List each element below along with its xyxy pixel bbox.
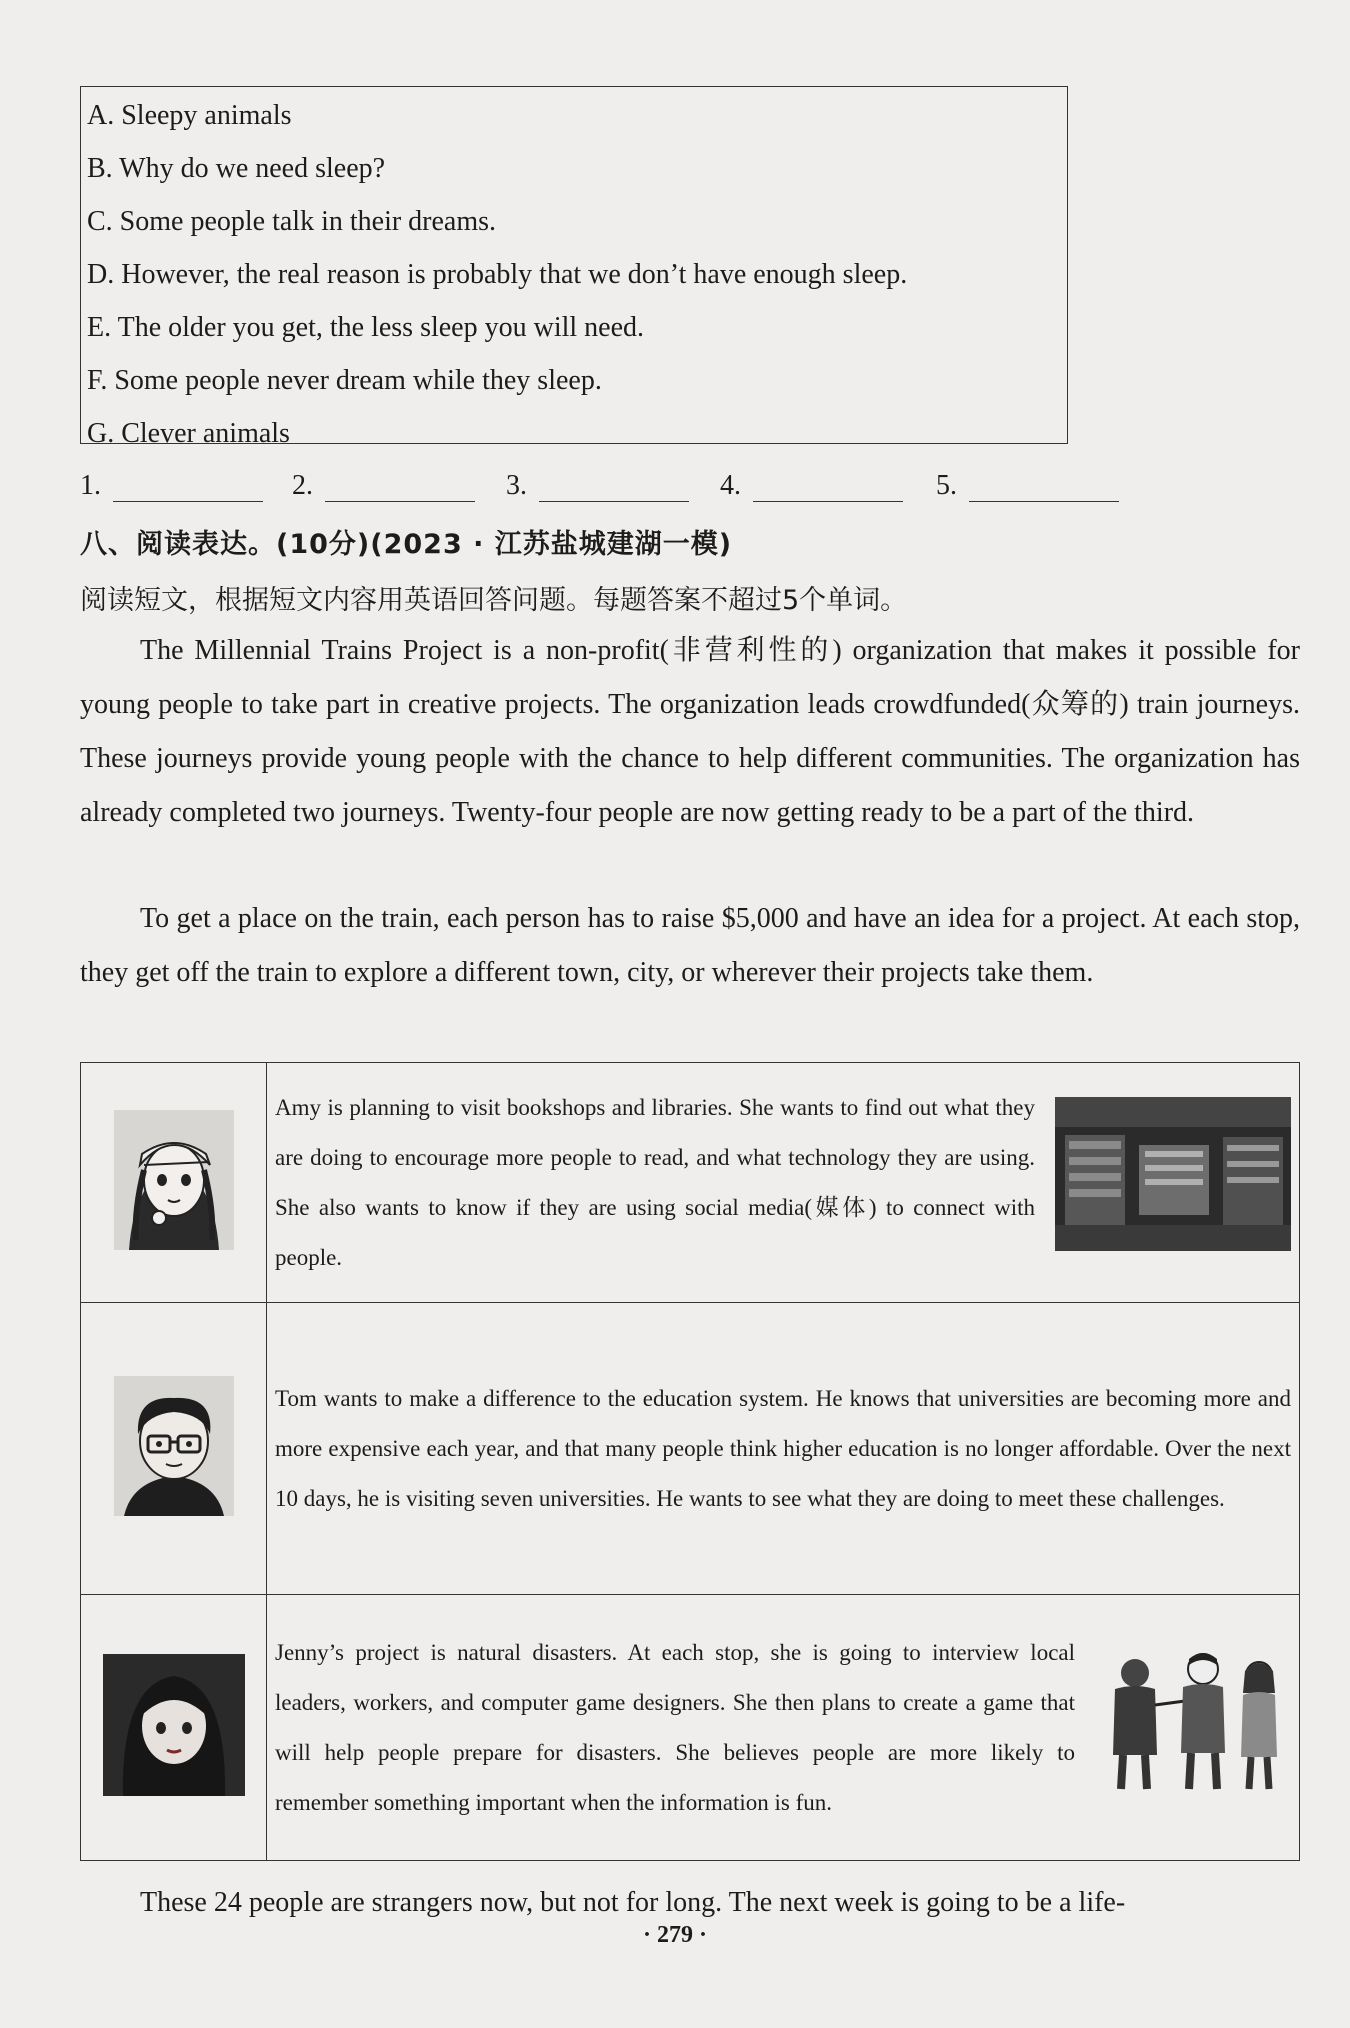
answer-line (969, 471, 1119, 502)
paragraph-2 (80, 892, 1300, 1000)
answer-number: 5. (936, 470, 957, 501)
avatar-cell (81, 1303, 267, 1595)
avatar-cell (81, 1063, 267, 1303)
answer-line (325, 471, 475, 502)
answer-line (113, 471, 263, 502)
profile-text-cell (267, 1063, 1300, 1303)
option-b: B. Why do we need sleep? (87, 153, 386, 184)
paragraph-2-text: To get a place on the train, each person has to raise $5,000 and have an idea for a project. At each stop, they get off the train to explore a different town, city, or wherever their projects take them. (80, 903, 1300, 988)
answer-number: 4. (720, 470, 741, 501)
amy-description: Amy is planning to visit bookshops and libraries. She wants to find out what they are doing to encourage more people to read, and what technology they are using. She also wants to know if they are using social media(媒体) to connect with people. (275, 1094, 1035, 1270)
profile-row-tom (81, 1303, 1300, 1595)
option-g: G. Clever animals (87, 418, 290, 449)
option-e: E. The older you get, the less sleep you will need. (87, 312, 645, 343)
tom-description: Tom wants to make a difference to the education system. He knows that universities are becoming more and more expensive each year, and that many people think higher education is no longer affordable. Over the next 10 days, he is visiting seven universities. He wants to see what they are doing to meet these challenges. (275, 1385, 1291, 1511)
section-heading: 八、阅读表达。(10分)(2023 · 江苏盐城建湖一模) (80, 529, 733, 560)
option-d: D. However, the real reason is probably that we don’t have enough sleep. (87, 259, 908, 290)
tom-avatar (114, 1376, 234, 1516)
paragraph-3-text: These 24 people are strangers now, but not for long. The next week is going to be a life- (140, 1887, 1126, 1918)
answer-5[interactable] (936, 470, 1119, 502)
amy-avatar (114, 1110, 234, 1250)
profile-table (80, 1062, 1300, 1861)
answer-1[interactable] (80, 470, 263, 502)
page-number: · 279 · (642, 1922, 707, 1948)
profile-text-cell (267, 1595, 1300, 1861)
jenny-avatar (103, 1654, 245, 1796)
profile-row-amy (81, 1063, 1300, 1303)
paragraph-1 (80, 624, 1300, 840)
answer-number: 1. (80, 470, 101, 501)
option-c: C. Some people talk in their dreams. (87, 206, 497, 237)
options-box (80, 86, 1068, 449)
profile-row-jenny (81, 1595, 1300, 1861)
answer-4[interactable] (720, 470, 903, 502)
section-instruction: 阅读短文，根据短文内容用英语回答问题。每题答案不超过5个单词。 (80, 585, 908, 616)
avatar-cell (81, 1595, 267, 1861)
jenny-description: Jenny’s project is natural disasters. At each stop, she is going to interview local leaders, workers, and computer game designers. She then plans to create a game that will help people prepare for disasters. She believes people are more likely to remember something important when the information is fun. (275, 1639, 1075, 1815)
answer-3[interactable] (506, 470, 689, 502)
profile-text-cell (267, 1303, 1300, 1595)
bookshop-photo (1055, 1097, 1291, 1251)
option-a: A. Sleepy animals (87, 100, 292, 131)
paragraph-1-text: The Millennial Trains Project is a non-profit(非营利性的) organization that makes it possible for young people to take part in creative projects. The organization leads crowdfunded(众筹的) train journeys. These journeys provide young people with the chance to help different communities. The organization has already completed two journeys. Twenty-four people are now getting ready to be a part of the third. (80, 635, 1300, 828)
answer-blanks (80, 470, 1130, 510)
interview-illustration (1095, 1645, 1291, 1793)
answer-number: 3. (506, 470, 527, 501)
option-f: F. Some people never dream while they sleep. (87, 365, 602, 396)
answer-2[interactable] (292, 470, 475, 502)
answer-line (753, 471, 903, 502)
answer-line (539, 471, 689, 502)
answer-number: 2. (292, 470, 313, 501)
